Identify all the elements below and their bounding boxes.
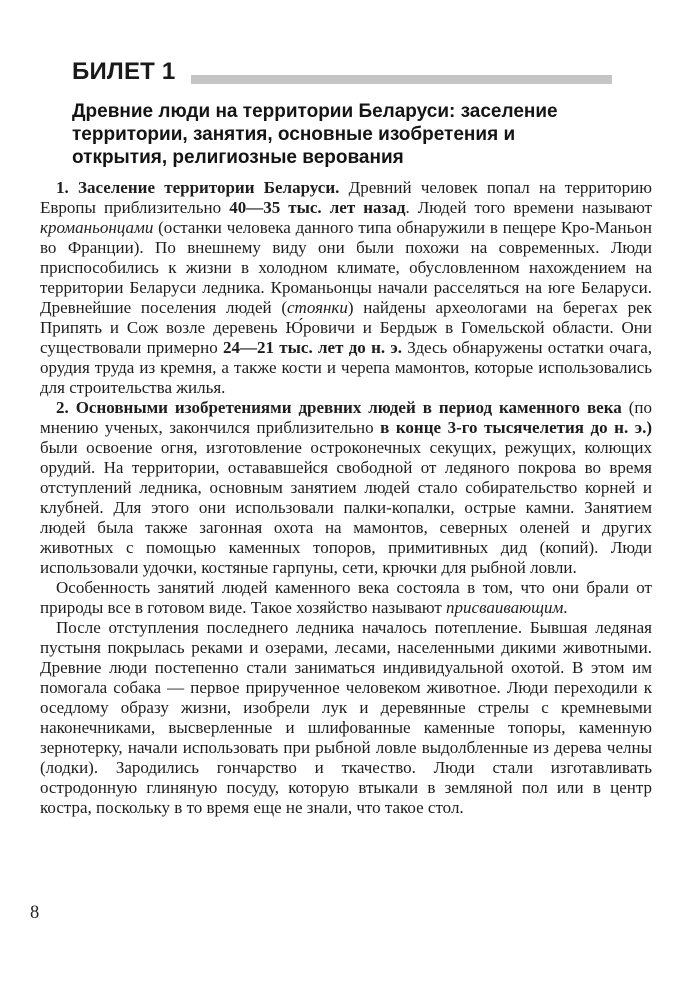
text-run: . Людей того времени называют: [405, 198, 652, 217]
text-run: .: [563, 598, 568, 617]
paragraph-1: [40, 178, 652, 398]
text-run: были освоение огня, изготовление остроконечных секущих, режущих, колющих орудий. На территории, остававшейся свободной от ледяного покрова во время отступлений ледника, основным занятием людей стало собирательство корней и клубней. Для этого они использовали палки-копалки, острые камни. Занятием людей была также загонная охота на мамонтов, северных оленей и других животных с помощью каменных топоров, примитивных дид (копий). Люди использовали удочки, костяные гарпуны, сети, крючки для рыбной ловли.: [40, 438, 652, 577]
text-run: Древний человек попал на территорию Европы приблизительно: [40, 178, 652, 217]
text-run: После отступления последнего ледника началось потепление. Бывшая ледяная пустыня покрылась реками и озерами, лесами, населенными дикими животными. Древние люди постепенно стали заниматься индивидуальной охотой. В этом им помогала собака — первое прирученное человеком животное. Люди переходили к оседлому образу жизни, изобрели лук и деревянные стрелы с кремневыми наконечниками, высверленные и шлифованные каменные топоры, каменную зернотерку, начали использовать при рыбной ловле выдолбленные из дерева челны (лодки). Зародились гончарство и ткачество. Люди стали изготавливать остродонную глиняную посуду, которую втыкали в земляной пол или в центр костра, поскольку в то время еще не знали, что такое стол.: [40, 618, 652, 817]
page-title: Древние люди на территории Беларуси: заселение территории, занятия, основные изобретения и открытия, религиозные верования: [72, 101, 558, 168]
header-rule: [191, 75, 612, 84]
text-run: Здесь обнаружены остатки очага, орудия труда из кремня, а также кости и черепа мамонтов, которые использовались для строительства жилья.: [40, 338, 652, 397]
page-content: [40, 58, 652, 818]
ticket-label: БИЛЕТ 1: [72, 58, 176, 85]
text-run: стоянки: [287, 298, 348, 317]
text-run: 24—21 тыс. лет до н. э.: [223, 338, 403, 357]
page-number: 8: [30, 903, 40, 923]
ticket-header: [72, 58, 612, 86]
text-run: присваивающим: [446, 598, 564, 617]
paragraph-4: [40, 618, 652, 818]
text-run: ) найдены археологами на берегах рек Припять и Сож возле деревень Ю́ровичи и Бердыж в Гомельской области. Они существовали примерно: [40, 298, 652, 357]
text-run: 2. Основными изобретениями древних людей в период каменного века: [56, 398, 629, 417]
text-run: 40—35 тыс. лет назад: [229, 198, 406, 217]
text-run: 1. Заселение территории Беларуси.: [56, 178, 349, 197]
text-run: (останки человека данного типа обнаружили в пещере Кро-Маньон во Франции). По внешнему виду они были похожи на современных. Люди приспособились к жизни в холодном климате, обусловленном нахождением на территории Беларуси ледника. Кроманьонцы начали расселяться на юге Беларуси. Древнейшие поселения людей (: [40, 218, 652, 317]
text-run: кроманьонцами: [40, 218, 154, 237]
text-run: в конце 3-го тысячелетия до н. э.): [380, 418, 652, 437]
paragraph-3: [40, 578, 652, 618]
text-run: Особенность занятий людей каменного века состояла в том, что они брали от природы все в готовом виде. Такое хозяйство называют: [40, 578, 652, 617]
paragraph-2: [40, 398, 652, 578]
text-run: (по мнению ученых, закончился приблизительно: [40, 398, 652, 437]
body-text: [40, 178, 652, 818]
